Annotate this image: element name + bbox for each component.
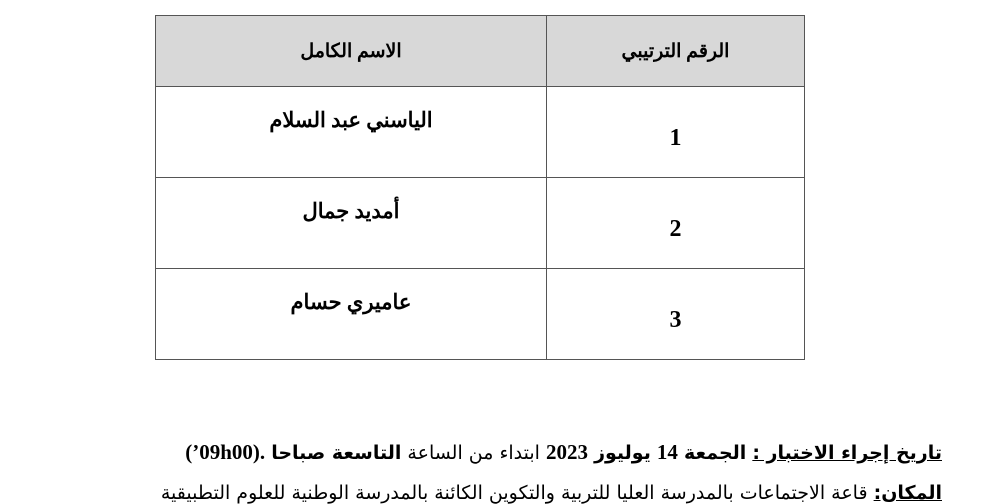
candidate-name-cell	[156, 269, 547, 360]
exam-time: (’09h00).	[185, 440, 266, 464]
exam-day: الجمعة	[683, 442, 747, 464]
header-serial-number: الرقم الترتيبي	[547, 16, 805, 87]
candidate-name: أمديد جمال	[302, 198, 400, 223]
exam-day-number: 14	[656, 440, 678, 464]
location-label: المكان:	[873, 482, 942, 504]
candidate-number-cell	[547, 269, 805, 360]
candidate-name-cell	[156, 178, 547, 269]
location-line	[161, 482, 942, 504]
candidate-number-cell	[547, 178, 805, 269]
candidate-name-cell	[156, 87, 547, 178]
exam-date-label: تاريخ إجراء الاختبار :	[752, 442, 942, 464]
candidate-name: الياسني عبد السلام	[269, 107, 433, 132]
exam-date-line	[185, 440, 942, 465]
candidate-number: 1	[669, 124, 682, 151]
table-row	[156, 269, 805, 360]
candidate-number: 2	[669, 215, 682, 242]
exam-year: 2023	[546, 440, 589, 464]
exam-month: يوليوز	[594, 442, 651, 464]
table-row	[156, 87, 805, 178]
candidate-number: 3	[669, 306, 682, 333]
table-row	[156, 178, 805, 269]
location-text: قاعة الاجتماعات بالمدرسة العليا للتربية والتكوين الكائنة بالمدرسة الوطنية للعلوم التطبيقية	[160, 482, 868, 504]
candidate-name: عاميري حسام	[290, 289, 412, 314]
table-header-row	[156, 16, 805, 87]
exam-starting-from: ابتداء من الساعة	[407, 442, 540, 464]
header-full-name: الاسم الكامل	[156, 16, 547, 87]
candidates-table	[155, 15, 805, 360]
exam-hour-words: التاسعة صباحا	[271, 442, 402, 464]
candidate-number-cell	[547, 87, 805, 178]
